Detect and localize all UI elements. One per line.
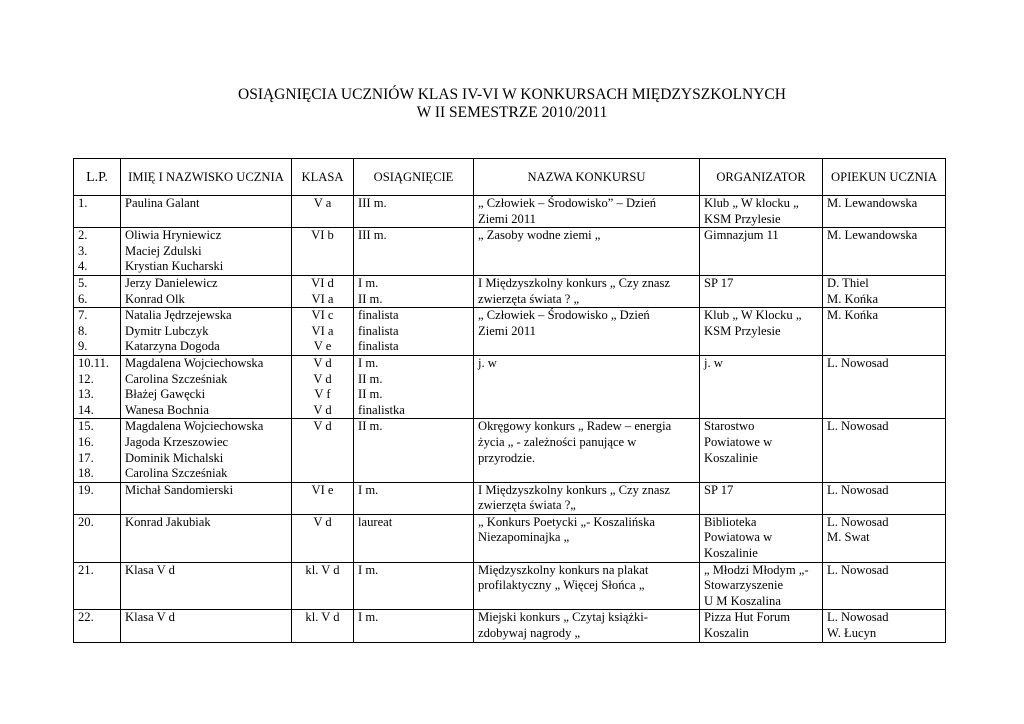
cell-tutor <box>823 355 946 418</box>
cell-contest-name <box>474 308 700 356</box>
cell-lp-line: 17. <box>78 450 94 465</box>
cell-lp-line: 10.11. <box>78 355 110 370</box>
cell-contest-name-line: Okręgowy konkurs „ Radew – energia <box>478 419 672 434</box>
table-row <box>74 308 946 356</box>
cell-lp-line: 15. <box>78 419 94 434</box>
cell-contest-name <box>474 562 700 610</box>
header-organizer: ORGANIZATOR <box>700 159 823 196</box>
cell-organizer-line: KSM Przylesie <box>704 211 781 226</box>
table-row <box>74 482 946 514</box>
cell-achievement-line: finalista <box>358 339 399 354</box>
cell-tutor-line: L. Nowosad <box>827 419 889 434</box>
title-line-2: W II SEMESTRZE 2010/2011 <box>416 104 608 121</box>
cell-student-names-line: Paulina Galant <box>125 196 200 210</box>
cell-class-line: V e <box>313 339 332 354</box>
cell-achievement <box>354 228 474 276</box>
cell-achievement <box>354 482 474 514</box>
cell-achievement-line: II m. <box>358 419 383 434</box>
cell-organizer-line: Starostwo <box>704 419 755 434</box>
cell-achievement-line: I m. <box>358 355 379 370</box>
cell-contest-name-line: Niezapominajka „ <box>478 530 570 545</box>
cell-organizer-line: Koszalin <box>704 626 749 641</box>
cell-lp <box>74 562 121 610</box>
cell-contest-name-line: I Międzyszkolny konkurs „ Czy znasz <box>478 275 671 290</box>
cell-tutor-line: D. Thiel <box>827 275 869 290</box>
cell-class-line: V d <box>313 371 332 386</box>
cell-contest-name-line: życia „ - zależności panujące w <box>478 434 637 449</box>
cell-achievement-line: finalistka <box>358 402 405 417</box>
cell-class-line: V d <box>313 355 332 370</box>
cell-class-line: V f <box>314 387 331 402</box>
cell-achievement-line: II m. <box>358 371 383 386</box>
cell-class <box>292 562 354 610</box>
cell-contest-name-line: I Międzyszkolny konkurs „ Czy znasz <box>478 482 671 497</box>
cell-class-line: V a <box>313 196 332 210</box>
cell-organizer-line: Stowarzyszenie <box>704 578 784 593</box>
cell-tutor-line: L. Nowosad <box>827 610 889 625</box>
cell-tutor <box>823 228 946 276</box>
cell-contest-name-line: „ Człowiek – Środowisko „ Dzień <box>478 308 650 323</box>
cell-lp <box>74 482 121 514</box>
cell-contest-name <box>474 228 700 276</box>
cell-student-names <box>121 308 292 356</box>
cell-class <box>292 275 354 307</box>
cell-achievement-line: I m. <box>358 610 379 625</box>
cell-achievement <box>354 419 474 482</box>
header-contest: NAZWA KONKURSU <box>474 159 700 196</box>
header-achievement: OSIĄGNIĘCIE <box>354 159 474 196</box>
cell-lp-line: 16. <box>78 434 94 449</box>
cell-class-line: V d <box>313 514 332 529</box>
cell-achievement <box>354 514 474 562</box>
cell-achievement-line: III m. <box>358 196 387 210</box>
cell-lp-line: 1. <box>78 196 88 210</box>
cell-contest-name-line: zwierzęta świata ? „ <box>478 291 580 306</box>
title-line-1: OSIĄGNIĘCIA UCZNIÓW KLAS IV-VI W KONKURSACH MIĘDZYSZKOLNYCH <box>238 86 786 103</box>
cell-tutor-line: M. Swat <box>827 530 870 545</box>
cell-student-names-line: Konrad Olk <box>125 291 185 306</box>
cell-class <box>292 228 354 276</box>
cell-class <box>292 419 354 482</box>
cell-lp-line: 20. <box>78 514 94 529</box>
cell-contest-name-line: przyrodzie. <box>478 450 535 465</box>
cell-contest-name-line: j. w <box>478 355 497 370</box>
cell-lp-line: 3. <box>78 243 88 258</box>
cell-contest-name-line: profilaktyczny „ Więcej Słońca „ <box>478 578 645 593</box>
cell-achievement <box>354 275 474 307</box>
cell-organizer <box>700 228 823 276</box>
cell-organizer-line: Biblioteka <box>704 514 757 529</box>
cell-organizer-line: Koszalinie <box>704 546 758 561</box>
cell-student-names <box>121 355 292 418</box>
table-body <box>74 196 946 643</box>
cell-lp-line: 12. <box>78 371 94 386</box>
cell-tutor <box>823 275 946 307</box>
cell-student-names-line: Maciej Zdulski <box>125 243 202 258</box>
cell-lp-line: 13. <box>78 387 94 402</box>
cell-achievement-line: I m. <box>358 275 379 290</box>
cell-class <box>292 308 354 356</box>
cell-student-names <box>121 482 292 514</box>
cell-student-names-line: Wanesa Bochnia <box>125 402 209 417</box>
cell-lp <box>74 514 121 562</box>
cell-class-line: VI b <box>311 228 334 243</box>
cell-class-line: VI c <box>311 308 334 323</box>
cell-student-names-line: Krystian Kucharski <box>125 259 224 274</box>
cell-student-names-line: Michał Sandomierski <box>125 482 234 497</box>
table-row <box>74 228 946 276</box>
cell-student-names <box>121 228 292 276</box>
cell-lp <box>74 355 121 418</box>
table-row <box>74 610 946 642</box>
cell-class-line: VI a <box>311 323 334 338</box>
table-row <box>74 514 946 562</box>
cell-contest-name <box>474 514 700 562</box>
cell-class <box>292 610 354 642</box>
cell-lp-line: 8. <box>78 323 88 338</box>
cell-contest-name-line: Międzyszkolny konkurs na plakat <box>478 562 649 577</box>
cell-organizer-line: Pizza Hut Forum <box>704 610 791 625</box>
cell-student-names-line: Konrad Jakubiak <box>125 514 211 529</box>
cell-achievement-line: III m. <box>358 228 387 243</box>
cell-achievement-line: laureat <box>358 514 393 529</box>
cell-class-line: VI e <box>311 482 334 497</box>
cell-achievement-line: II m. <box>358 387 383 402</box>
cell-tutor-line: M. Lewandowska <box>827 196 918 210</box>
cell-organizer-line: KSM Przylesie <box>704 323 781 338</box>
cell-tutor <box>823 308 946 356</box>
cell-lp-line: 7. <box>78 308 88 323</box>
cell-class-line: V d <box>313 402 332 417</box>
cell-lp-line: 19. <box>78 482 94 497</box>
cell-student-names-line: Carolina Szcześniak <box>125 371 228 386</box>
cell-achievement <box>354 610 474 642</box>
cell-tutor-line: L. Nowosad <box>827 562 889 577</box>
cell-achievement <box>354 355 474 418</box>
cell-tutor <box>823 419 946 482</box>
cell-student-names-line: Jerzy Danielewicz <box>125 275 218 290</box>
cell-contest-name <box>474 355 700 418</box>
cell-organizer <box>700 196 823 228</box>
cell-class <box>292 482 354 514</box>
cell-contest-name-line: Miejski konkurs „ Czytaj książki- <box>478 610 648 625</box>
cell-lp-line: 6. <box>78 291 88 306</box>
cell-lp-line: 14. <box>78 402 94 417</box>
cell-organizer-line: Klub „ W Klocku „ <box>704 308 802 323</box>
cell-student-names <box>121 562 292 610</box>
cell-lp-line: 5. <box>78 275 88 290</box>
cell-organizer <box>700 355 823 418</box>
cell-tutor <box>823 196 946 228</box>
cell-contest-name <box>474 482 700 514</box>
cell-student-names-line: Jagoda Krzeszowiec <box>125 434 229 449</box>
cell-organizer-line: Koszalinie <box>704 450 758 465</box>
cell-achievement <box>354 562 474 610</box>
cell-organizer-line: Powiatowa w <box>704 530 773 545</box>
cell-student-names-line: Klasa V d <box>125 610 175 625</box>
cell-tutor-line: L. Nowosad <box>827 355 889 370</box>
cell-student-names <box>121 514 292 562</box>
table-row <box>74 419 946 482</box>
cell-contest-name-line: „ Zasoby wodne ziemi „ <box>478 228 601 243</box>
table-row <box>74 275 946 307</box>
cell-student-names-line: Dymitr Lubczyk <box>125 323 209 338</box>
cell-contest-name-line: Ziemi 2011 <box>478 323 536 338</box>
cell-tutor-line: M. Końka <box>827 308 879 323</box>
cell-organizer <box>700 562 823 610</box>
cell-organizer-line: SP 17 <box>704 482 734 497</box>
cell-organizer <box>700 514 823 562</box>
cell-tutor-line: M. Lewandowska <box>827 228 918 243</box>
header-row <box>74 159 946 196</box>
cell-student-names-line: Dominik Michalski <box>125 450 224 465</box>
cell-organizer <box>700 275 823 307</box>
cell-contest-name-line: „ Człowiek – Środowisko” – Dzień <box>478 196 657 210</box>
cell-organizer <box>700 419 823 482</box>
cell-student-names-line: Carolina Szcześniak <box>125 466 228 481</box>
cell-achievement-line: finalista <box>358 308 399 323</box>
cell-student-names-line: Natalia Jędrzejewska <box>125 308 232 323</box>
cell-contest-name <box>474 275 700 307</box>
cell-achievement-line: finalista <box>358 323 399 338</box>
cell-tutor-line: M. Końka <box>827 291 879 306</box>
cell-contest-name <box>474 196 700 228</box>
header-lp: L.P. <box>74 159 121 196</box>
cell-lp-line: 9. <box>78 339 88 354</box>
cell-organizer-line: Gimnazjum 11 <box>704 228 779 243</box>
cell-lp-line: 2. <box>78 228 88 243</box>
cell-organizer-line: Powiatowe w <box>704 434 773 449</box>
cell-achievement <box>354 308 474 356</box>
cell-tutor <box>823 514 946 562</box>
document-title <box>0 86 1024 122</box>
cell-lp <box>74 196 121 228</box>
cell-contest-name <box>474 419 700 482</box>
table-row <box>74 355 946 418</box>
cell-lp <box>74 228 121 276</box>
header-tutor: OPIEKUN UCZNIA <box>823 159 946 196</box>
cell-tutor-line: L. Nowosad <box>827 514 889 529</box>
cell-student-names <box>121 196 292 228</box>
cell-tutor <box>823 562 946 610</box>
header-class: KLASA <box>292 159 354 196</box>
cell-lp <box>74 419 121 482</box>
cell-lp-line: 4. <box>78 259 88 274</box>
cell-organizer-line: Klub „ W klocku „ <box>704 196 799 210</box>
cell-student-names <box>121 275 292 307</box>
cell-organizer <box>700 482 823 514</box>
cell-achievement-line: II m. <box>358 291 383 306</box>
cell-student-names-line: Katarzyna Dogoda <box>125 339 220 354</box>
header-name: IMIĘ I NAZWISKO UCZNIA <box>121 159 292 196</box>
cell-class-line: kl. V d <box>305 610 340 625</box>
cell-contest-name-line: „ Konkurs Poetycki „- Koszalińska <box>478 514 655 529</box>
cell-tutor-line: W. Łucyn <box>827 626 877 641</box>
cell-lp-line: 18. <box>78 466 94 481</box>
cell-student-names-line: Klasa V d <box>125 562 175 577</box>
cell-contest-name-line: Ziemi 2011 <box>478 211 536 226</box>
cell-tutor <box>823 610 946 642</box>
cell-contest-name-line: zwierzęta świata ?„ <box>478 498 576 513</box>
cell-organizer-line: SP 17 <box>704 275 734 290</box>
cell-organizer <box>700 610 823 642</box>
cell-lp <box>74 308 121 356</box>
cell-student-names-line: Błażej Gawęcki <box>125 387 206 402</box>
cell-organizer-line: j. w <box>704 355 723 370</box>
table-row <box>74 196 946 228</box>
cell-lp-line: 21. <box>78 562 94 577</box>
table-row <box>74 562 946 610</box>
cell-achievement <box>354 196 474 228</box>
cell-class <box>292 514 354 562</box>
cell-achievement-line: I m. <box>358 562 379 577</box>
cell-student-names-line: Oliwia Hryniewicz <box>125 228 222 243</box>
cell-lp <box>74 610 121 642</box>
cell-class <box>292 196 354 228</box>
cell-class-line: V d <box>313 419 332 434</box>
cell-student-names <box>121 419 292 482</box>
cell-tutor <box>823 482 946 514</box>
cell-organizer <box>700 308 823 356</box>
results-table <box>73 158 946 643</box>
cell-lp-line: 22. <box>78 610 94 625</box>
cell-class-line: kl. V d <box>305 562 340 577</box>
cell-tutor-line: L. Nowosad <box>827 482 889 497</box>
cell-organizer-line: „ Młodzi Młodym „- <box>704 562 809 577</box>
cell-contest-name <box>474 610 700 642</box>
cell-class-line: VI d <box>311 275 334 290</box>
cell-student-names-line: Magdalena Wojciechowska <box>125 355 264 370</box>
cell-student-names-line: Magdalena Wojciechowska <box>125 419 264 434</box>
cell-contest-name-line: zdobywaj nagrody „ <box>478 626 581 641</box>
cell-class <box>292 355 354 418</box>
cell-organizer-line: U M Koszalina <box>704 593 781 608</box>
cell-class-line: VI a <box>311 291 334 306</box>
cell-lp <box>74 275 121 307</box>
cell-achievement-line: I m. <box>358 482 379 497</box>
cell-student-names <box>121 610 292 642</box>
